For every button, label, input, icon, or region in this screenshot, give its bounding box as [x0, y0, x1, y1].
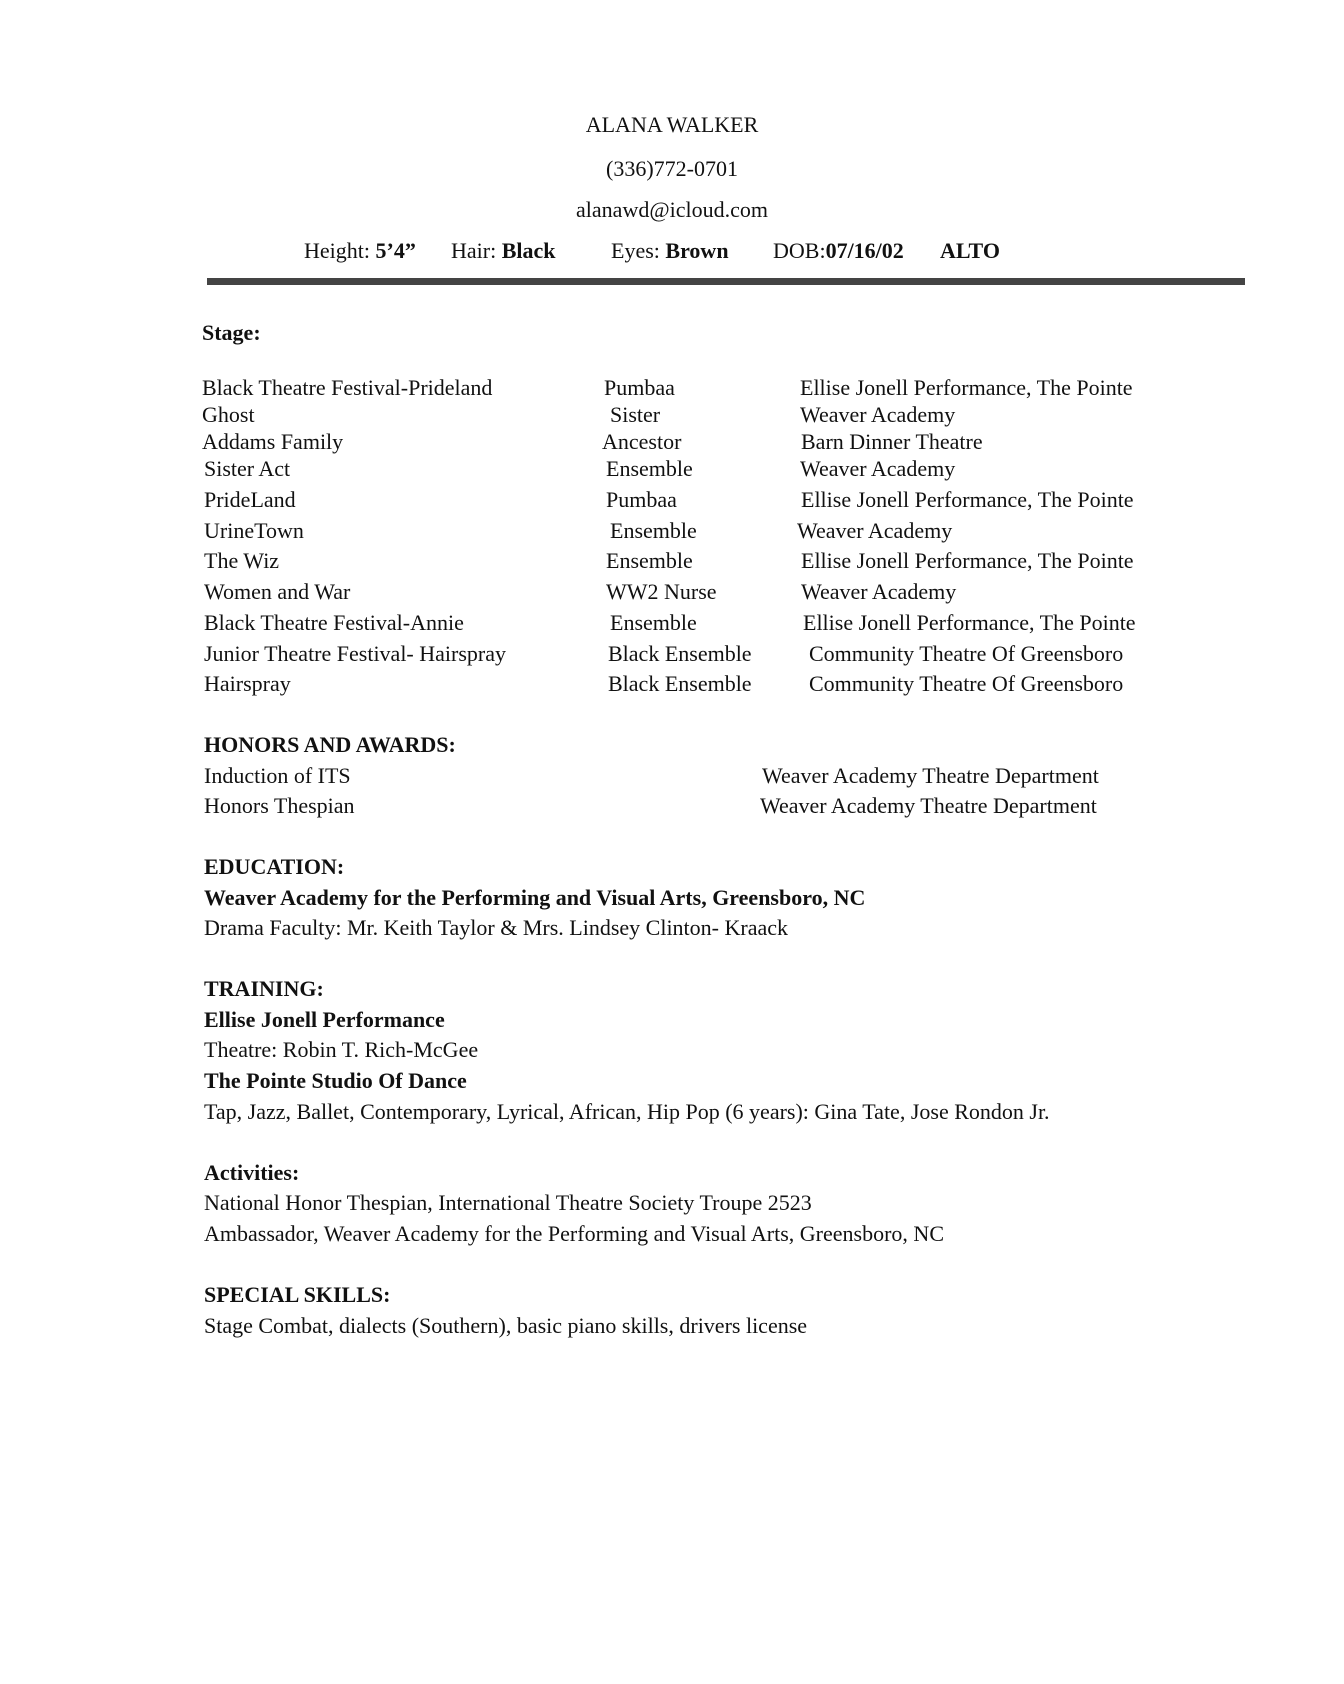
stage-role: Ensemble	[610, 610, 697, 635]
height-stat	[304, 238, 416, 264]
eyes-stat	[611, 238, 729, 264]
eyes-label: Eyes:	[611, 238, 660, 263]
award-name: Honors Thespian	[204, 793, 355, 818]
header-divider	[207, 278, 1245, 285]
stage-role: Sister	[610, 402, 661, 427]
actor-name: ALANA WALKER	[585, 112, 759, 137]
education-school: Weaver Academy for the Performing and Visual Arts, Greensboro, NC	[204, 885, 866, 910]
stage-role: WW2 Nurse	[606, 579, 717, 604]
dob-stat	[773, 238, 904, 264]
eyes-value: Brown	[665, 238, 729, 263]
stage-role: Ensemble	[606, 548, 693, 573]
stage-company: Weaver Academy	[800, 456, 956, 481]
stage-role: Black Ensemble	[608, 671, 752, 696]
stage-show: Black Theatre Festival-Prideland	[202, 375, 493, 400]
hair-value: Black	[501, 238, 556, 263]
stage-show: Ghost	[202, 402, 255, 427]
dob-label: DOB:	[773, 238, 826, 263]
stage-show: Addams Family	[202, 429, 344, 454]
stage-role: Ancestor	[602, 429, 682, 454]
height-label: Height:	[304, 238, 370, 263]
stage-role: Pumbaa	[606, 487, 677, 512]
education-faculty: Drama Faculty: Mr. Keith Taylor & Mrs. Lindsey Clinton- Kraack	[204, 915, 788, 940]
stage-company: Community Theatre Of Greensboro	[809, 641, 1124, 666]
training-heading: TRAINING:	[204, 976, 324, 1001]
stage-show: Black Theatre Festival-Annie	[204, 610, 464, 635]
phone-number: (336)772-0701	[606, 156, 738, 181]
activity-item: Ambassador, Weaver Academy for the Performing and Visual Arts, Greensboro, NC	[204, 1221, 944, 1246]
stage-show: The Wiz	[204, 548, 280, 573]
stage-show: UrineTown	[204, 518, 304, 543]
height-value: 5’4”	[375, 238, 416, 263]
stage-company: Ellise Jonell Performance, The Pointe	[801, 548, 1134, 573]
dob-value: 07/16/02	[825, 238, 904, 263]
stage-company: Community Theatre Of Greensboro	[809, 671, 1124, 696]
skills-heading: SPECIAL SKILLS:	[204, 1282, 391, 1307]
skills-text: Stage Combat, dialects (Southern), basic piano skills, drivers license	[204, 1313, 808, 1338]
training-studio: The Pointe Studio Of Dance	[204, 1068, 467, 1093]
training-studio: Ellise Jonell Performance	[204, 1007, 445, 1032]
stage-show: Junior Theatre Festival- Hairspray	[204, 641, 507, 666]
activities-heading: Activities:	[204, 1160, 300, 1185]
stage-show: Sister Act	[204, 456, 291, 481]
voice-type: ALTO	[940, 238, 1000, 263]
stage-company: Ellise Jonell Performance, The Pointe	[803, 610, 1136, 635]
stage-company: Ellise Jonell Performance, The Pointe	[800, 375, 1133, 400]
training-detail: Theatre: Robin T. Rich-McGee	[204, 1037, 479, 1062]
award-org: Weaver Academy Theatre Department	[762, 763, 1099, 788]
stage-role: Ensemble	[606, 456, 693, 481]
stage-heading: Stage:	[202, 320, 261, 345]
physical-stats	[0, 238, 1344, 268]
stage-show: PrideLand	[204, 487, 296, 512]
stage-company: Ellise Jonell Performance, The Pointe	[801, 487, 1134, 512]
hair-stat	[451, 238, 556, 264]
training-detail: Tap, Jazz, Ballet, Contemporary, Lyrical, African, Hip Pop (6 years): Gina Tate, Jose Rondon Jr.	[204, 1099, 1050, 1124]
honors-heading: HONORS AND AWARDS:	[204, 732, 456, 757]
stage-role: Pumbaa	[604, 375, 675, 400]
stage-show: Women and War	[204, 579, 351, 604]
award-name: Induction of ITS	[204, 763, 351, 788]
stage-company: Barn Dinner Theatre	[801, 429, 983, 454]
stage-company: Weaver Academy	[800, 402, 956, 427]
hair-label: Hair:	[451, 238, 497, 263]
stage-show: Hairspray	[204, 671, 291, 696]
email-address: alanawd@icloud.com	[576, 197, 768, 222]
stage-role: Ensemble	[610, 518, 697, 543]
activity-item: National Honor Thespian, International Theatre Society Troupe 2523	[204, 1190, 812, 1215]
award-org: Weaver Academy Theatre Department	[760, 793, 1097, 818]
education-heading: EDUCATION:	[204, 854, 345, 879]
stage-role: Black Ensemble	[608, 641, 752, 666]
stage-company: Weaver Academy	[801, 579, 957, 604]
stage-company: Weaver Academy	[797, 518, 953, 543]
